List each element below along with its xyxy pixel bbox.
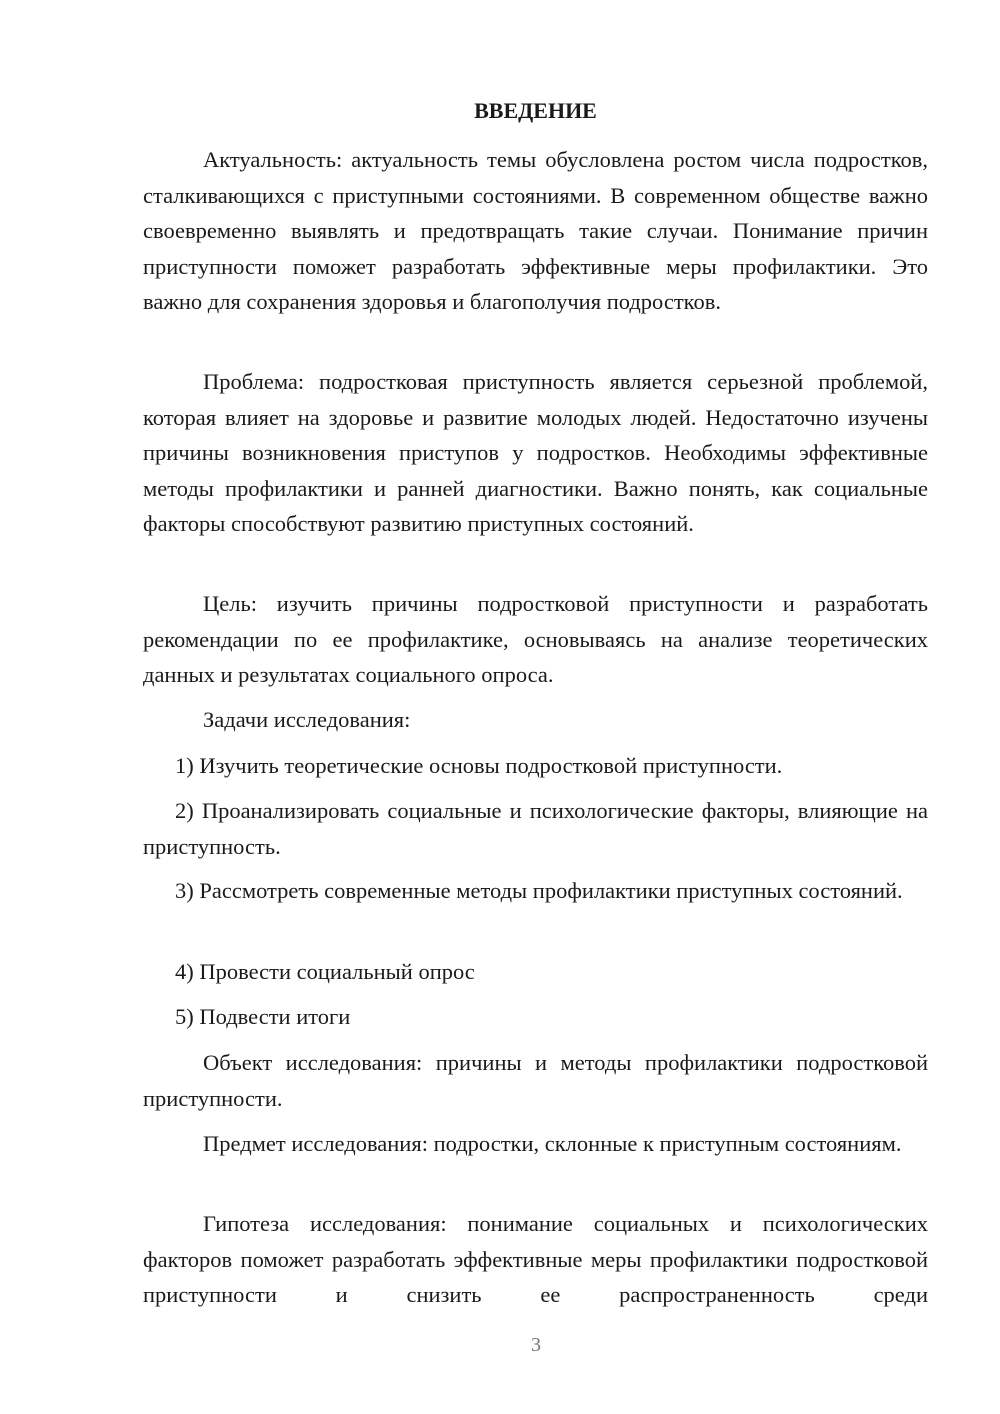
page-number: 3: [531, 1334, 541, 1356]
task-item-1: 1) Изучить теоретические основы подростковой приступности.: [175, 753, 783, 778]
tasks-intro: Задачи исследования:: [203, 707, 411, 732]
task-item-3: 3) Рассмотреть современные методы профилактики приступных состояний.: [175, 878, 903, 903]
paragraph-goal: Цель: изучить причины подростковой приступности и разработать рекомендации по ее профилактике, основываясь на анализе теоретических данных и результатах социального опроса.: [143, 591, 928, 687]
page-title: ВВЕДЕНИЕ: [474, 98, 597, 123]
paragraph-subject: Предмет исследования: подростки, склонные к приступным состояниям.: [203, 1131, 902, 1156]
paragraph-object: Объект исследования: причины и методы профилактики подростковой приступности.: [143, 1050, 928, 1111]
task-item-2: 2) Проанализировать социальные и психологические факторы, влияющие на приступность.: [143, 798, 928, 859]
paragraph-relevance: Актуальность: актуальность темы обусловлена ростом числа подростков, сталкивающихся с приступными состояниями. В современном обществе важно своевременно выявлять и предотвращать такие случаи. Понимание причин приступности поможет разработать эффективные меры профилактики. Это важно для сохранения здоровья и благополучия подростков.: [143, 147, 928, 314]
paragraph-problem: Проблема: подростковая приступность является серьезной проблемой, которая влияет на здоровье и развитие молодых людей. Недостаточно изучены причины возникновения приступов у подростков. Необходимы эффективные методы профилактики и ранней диагностики. Важно понять, как социальные факторы способствуют развитию приступных состояний.: [143, 369, 928, 536]
paragraph-hypothesis: Гипотеза исследования: понимание социальных и психологических факторов поможет разработать эффективные меры профилактики подростковой приступности и снизить ее распространенность среди: [143, 1211, 928, 1307]
task-item-5: 5) Подвести итоги: [175, 1004, 351, 1029]
task-item-4: 4) Провести социальный опрос: [175, 959, 475, 984]
